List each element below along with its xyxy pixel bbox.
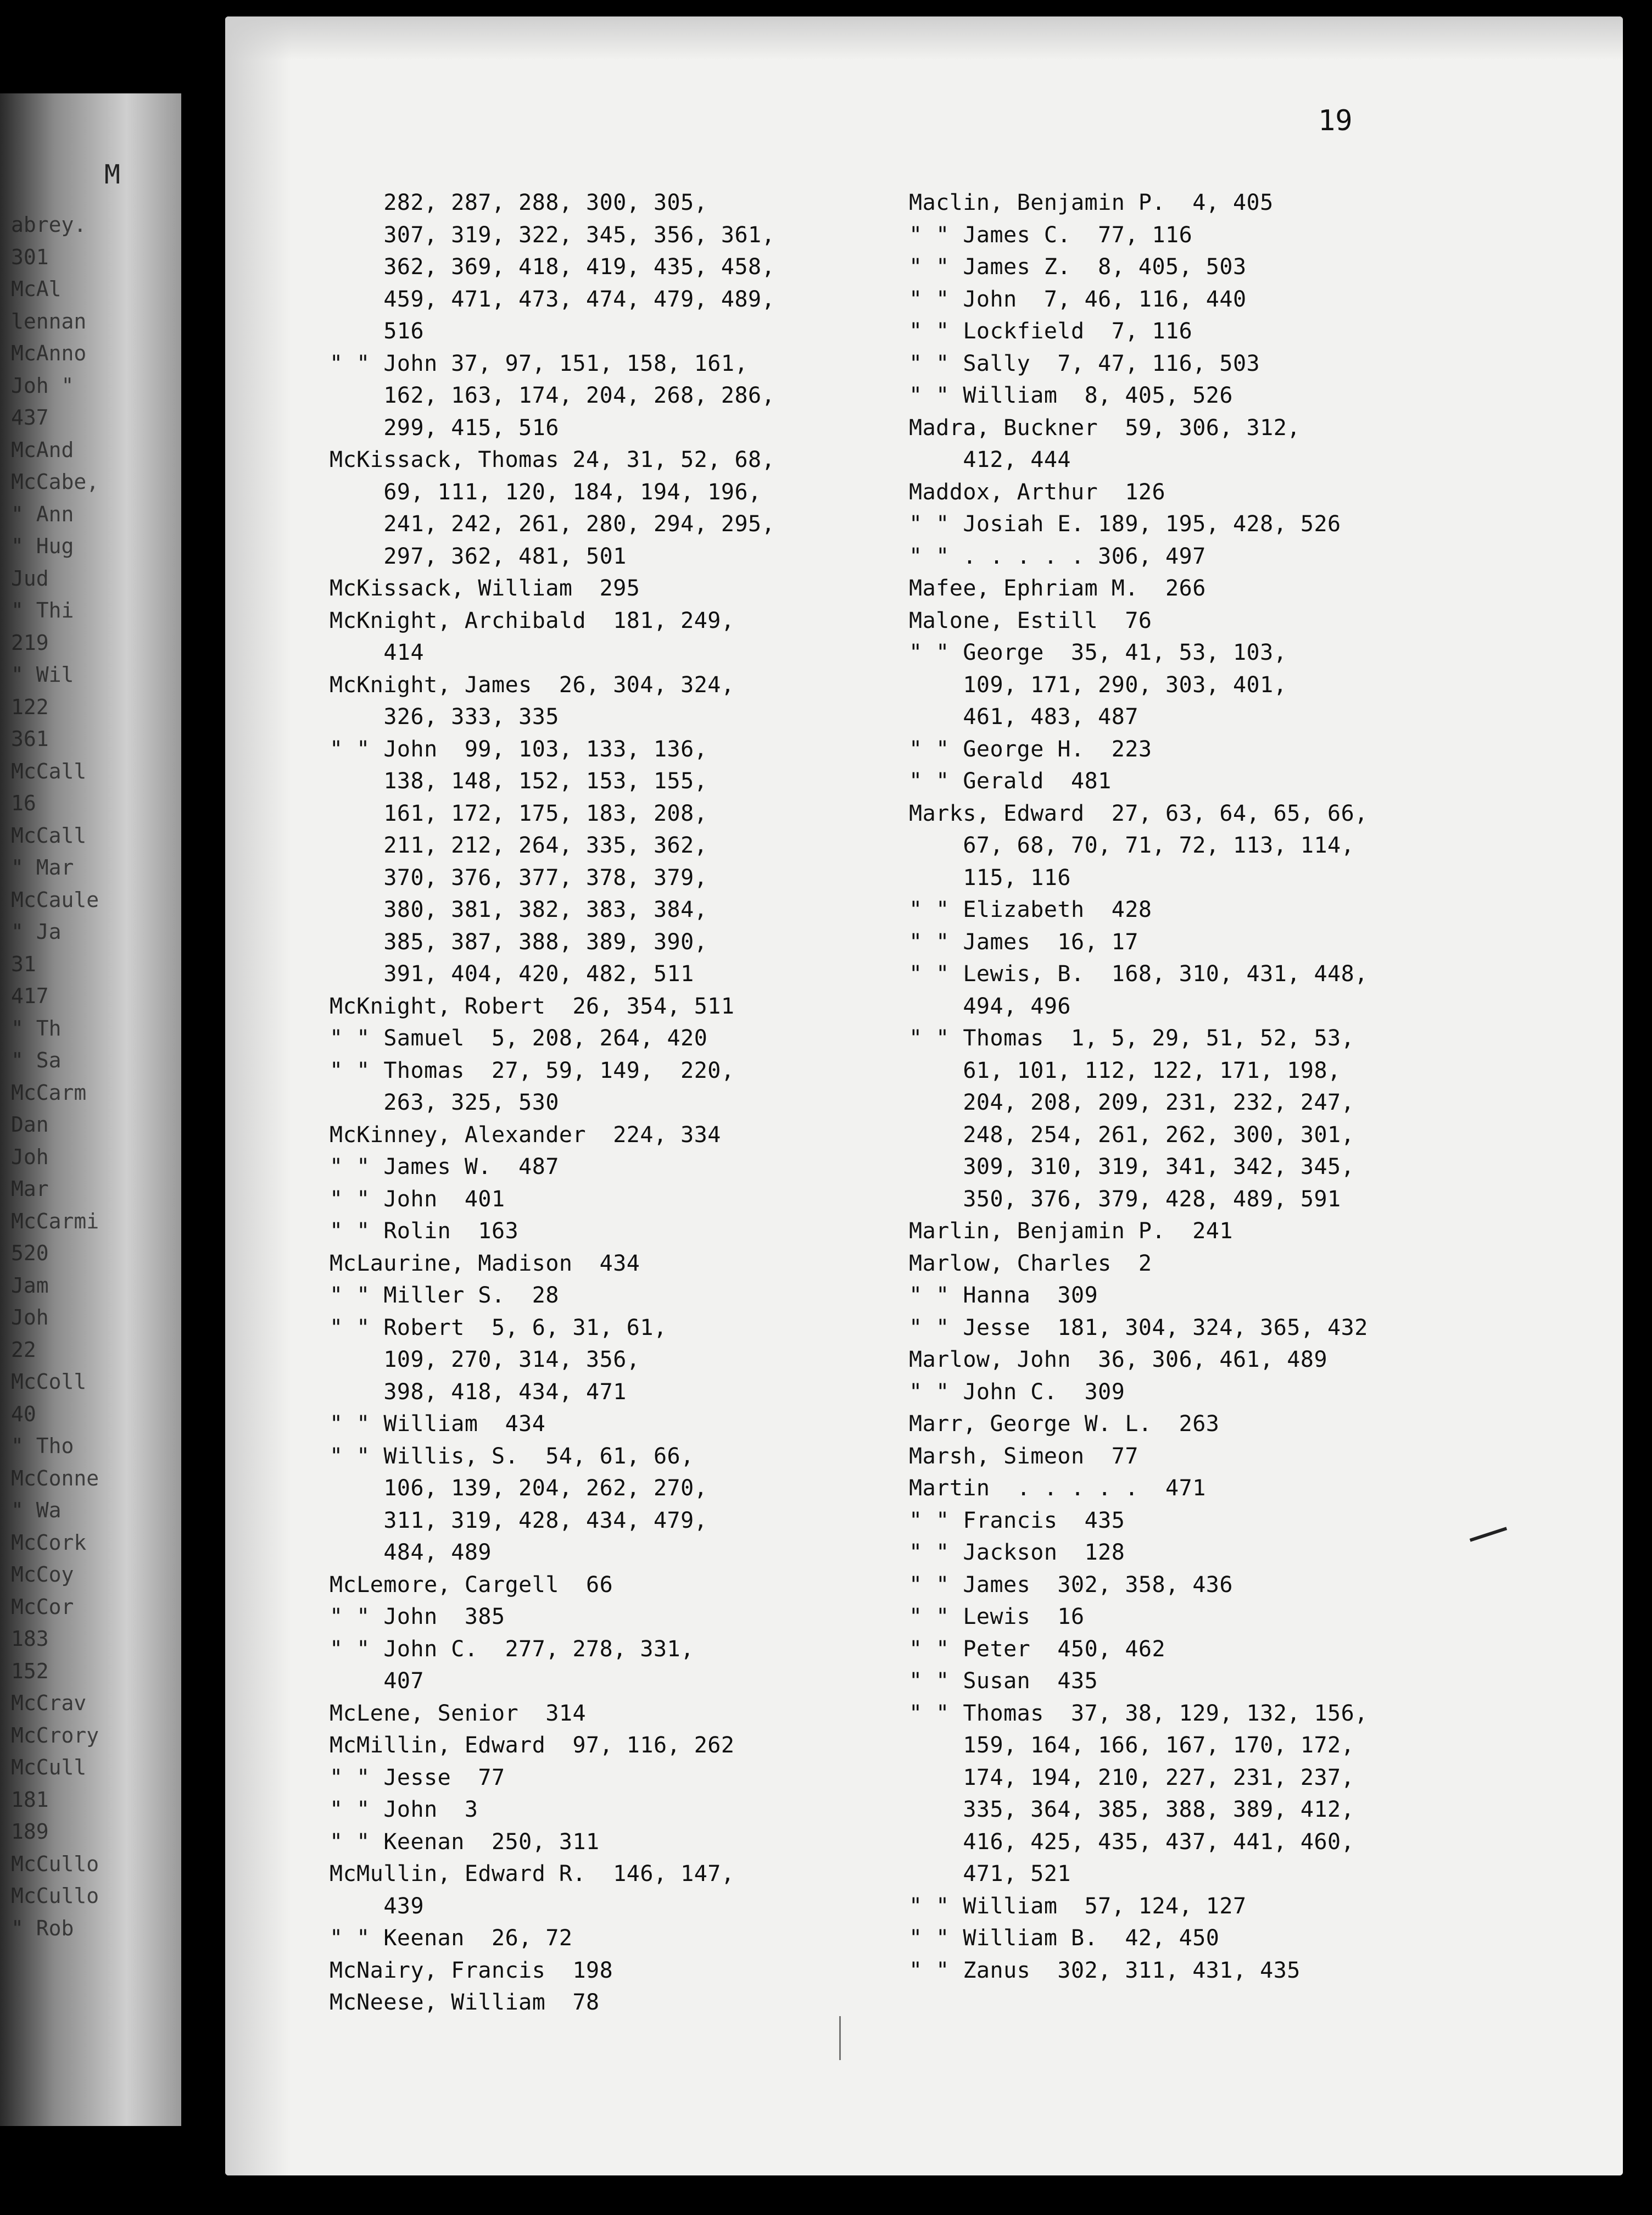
index-entry-line: 115, 116 [909,865,1071,891]
index-entry-line: 282, 287, 288, 300, 305, [330,190,708,215]
index-entry-line: McLemore, Cargell 66 [330,1572,613,1598]
index-entry-line: 69, 111, 120, 184, 194, 196, [330,479,762,505]
adjacent-fragment: McCaule [11,887,99,912]
adjacent-fragment: 189 [11,1819,49,1844]
index-entry-line: 248, 254, 261, 262, 300, 301, [909,1122,1355,1148]
index-entry-line: " " Keenan 26, 72 [330,1925,573,1951]
index-entry-line: " " . . . . . 306, 497 [909,543,1206,569]
index-entry-line: 407 [330,1668,425,1694]
index-entry-line: McKissack, Thomas 24, 31, 52, 68, [330,447,775,472]
index-entry-line: " " Willis, S. 54, 61, 66, [330,1443,694,1469]
index-entry-line: " " Josiah E. 189, 195, 428, 526 [909,511,1341,537]
index-entry-line: 391, 404, 420, 482, 511 [330,961,694,987]
index-entry-line: 263, 325, 530 [330,1090,559,1115]
index-entry-line: Marlow, Charles 2 [909,1250,1152,1276]
document-page [225,16,1623,2175]
index-entry-line: 174, 194, 210, 227, 231, 237, [909,1765,1355,1790]
adjacent-fragment: McCall [11,823,87,848]
index-entry-line: 211, 212, 264, 335, 362, [330,833,708,858]
index-entry-line: " " James 16, 17 [909,929,1138,955]
index-entry-line: " " Elizabeth 428 [909,897,1152,922]
index-entry-line: 471, 521 [909,1861,1071,1886]
index-entry-line: " " James C. 77, 116 [909,222,1193,248]
adjacent-fragment: Joh [11,1305,49,1329]
index-entry-line: " " James W. 487 [330,1154,559,1179]
index-entry-line: 204, 208, 209, 231, 232, 247, [909,1090,1355,1115]
adjacent-fragment: 437 [11,405,49,430]
index-entry-line: " " Rolin 163 [330,1218,519,1244]
adjacent-fragment: McCrory [11,1723,99,1747]
index-entry-line: " " Lewis, B. 168, 310, 431, 448, [909,961,1368,987]
index-entry-line: 494, 496 [909,993,1071,1019]
index-entry-line: " " Peter 450, 462 [909,1636,1166,1662]
adjacent-fragment: 417 [11,984,49,1008]
index-entry-line: 138, 148, 152, 153, 155, [330,769,708,794]
index-entry-line: 335, 364, 385, 388, 389, 412, [909,1797,1355,1822]
adjacent-fragment: McCarm [11,1080,87,1105]
adjacent-fragment: McCullo [11,1884,99,1908]
index-entry-line: 61, 101, 112, 122, 171, 198, [909,1058,1341,1083]
index-entry-line: McNeese, William 78 [330,1990,600,2015]
index-entry-line: " " John C. 309 [909,1379,1125,1405]
adjacent-fragment: 181 [11,1787,49,1812]
index-entry-line: " " Francis 435 [909,1507,1125,1533]
index-entry-line: 362, 369, 418, 419, 435, 458, [330,254,775,280]
index-entry-line: " " George 35, 41, 53, 103, [909,640,1287,665]
index-entry-line: " " Keenan 250, 311 [330,1829,600,1855]
adjacent-fragment: 361 [11,727,49,751]
index-entry-line: Malone, Estill 76 [909,608,1152,633]
adjacent-fragment: McCullo [11,1851,99,1876]
index-entry-line: " " Sally 7, 47, 116, 503 [909,350,1260,376]
adjacent-fragment: McAnd [11,437,74,462]
adjacent-fragment: " Hug [11,534,74,558]
index-entry-line: 307, 319, 322, 345, 356, 361, [330,222,775,248]
adjacent-fragment: " Wa [11,1498,62,1522]
index-entry-line: McKinney, Alexander 224, 334 [330,1122,721,1148]
index-entry-line: McKissack, William 295 [330,576,640,601]
index-entry-line: McLene, Senior 314 [330,1700,587,1726]
index-entry-line: 412, 444 [909,447,1071,472]
index-entry-line: " " Zanus 302, 311, 431, 435 [909,1957,1301,1983]
adjacent-fragment: " Thi [11,598,74,622]
index-entry-line: McLaurine, Madison 434 [330,1250,640,1276]
index-entry-line: " " Robert 5, 6, 31, 61, [330,1315,667,1340]
stray-mark [839,2016,841,2060]
index-entry-line: 414 [330,640,425,665]
index-entry-line: " " James 302, 358, 436 [909,1572,1233,1598]
index-entry-line: " " John 3 [330,1797,478,1822]
index-entry-line: " " James Z. 8, 405, 503 [909,254,1247,280]
adjacent-fragment: " Wil [11,663,74,687]
index-entry-line: 484, 489 [330,1540,492,1565]
index-entry-line: McKnight, Robert 26, 354, 511 [330,993,735,1019]
page-number: 19 [1318,104,1353,137]
index-entry-line: 385, 387, 388, 389, 390, [330,929,708,955]
index-entry-line: " " Jackson 128 [909,1540,1125,1565]
index-entry-line: 106, 139, 204, 262, 270, [330,1476,708,1501]
index-entry-line: " " Susan 435 [909,1668,1098,1694]
adjacent-fragment: McColl [11,1370,87,1394]
index-entry-line: " " Jesse 77 [330,1765,505,1790]
adjacent-fragment: McAl [11,277,62,301]
index-entry-line: " " Thomas 1, 5, 29, 51, 52, 53, [909,1026,1355,1051]
index-entry-line: 241, 242, 261, 280, 294, 295, [330,511,775,537]
index-entry-line: Maddox, Arthur 126 [909,479,1166,505]
index-entry-line: " " William B. 42, 450 [909,1925,1220,1951]
adjacent-fragment: 31 [11,951,36,976]
adjacent-fragment: " Sa [11,1048,62,1072]
index-entry-line: Martin . . . . . 471 [909,1476,1206,1501]
adjacent-fragment: McAnno [11,341,87,365]
index-entry-line: 350, 376, 379, 428, 489, 591 [909,1186,1341,1212]
index-entry-line: 67, 68, 70, 71, 72, 113, 114, [909,833,1355,858]
index-entry-line: 326, 333, 335 [330,704,559,730]
index-entry-line: 299, 415, 516 [330,415,559,441]
index-entry-line: " " Jesse 181, 304, 324, 365, 432 [909,1315,1368,1340]
adjacent-fragment: Jam [11,1273,49,1298]
adjacent-fragment: 301 [11,244,49,269]
index-entry-line: " " Lockfield 7, 116 [909,319,1193,344]
adjacent-fragment: 122 [11,694,49,719]
adjacent-fragment: Dan [11,1112,49,1137]
adjacent-fragment: 520 [11,1241,49,1265]
index-entry-line: 109, 171, 290, 303, 401, [909,672,1287,698]
adjacent-page-letter: M [104,159,120,190]
adjacent-fragment: McConne [11,1466,99,1490]
adjacent-fragment: 40 [11,1401,36,1426]
adjacent-fragment: " Th [11,1016,62,1040]
adjacent-fragment: 16 [11,791,36,815]
index-entry-line: " " Lewis 16 [909,1604,1085,1629]
index-entry-line: " " John 99, 103, 133, 136, [330,736,708,762]
index-entry-line: " " George H. 223 [909,736,1152,762]
index-entry-line: Marks, Edward 27, 63, 64, 65, 66, [909,800,1368,826]
adjacent-fragment: 183 [11,1627,49,1651]
index-entry-line: 516 [330,319,425,344]
index-entry-line: " " Samuel 5, 208, 264, 420 [330,1026,708,1051]
index-entry-line: " " John 7, 46, 116, 440 [909,286,1247,312]
index-entry-line: 398, 418, 434, 471 [330,1379,627,1405]
adjacent-fragment: McCabe, [11,470,99,494]
adjacent-fragment: Joh [11,1144,49,1169]
index-entry-line: Madra, Buckner 59, 306, 312, [909,415,1301,441]
adjacent-fragment: McCor [11,1594,74,1619]
adjacent-fragment: McCork [11,1530,87,1555]
adjacent-fragment: Jud [11,566,49,591]
index-entry-line: 461, 483, 487 [909,704,1138,730]
adjacent-fragment: McCarmi [11,1209,99,1233]
index-entry-line: 459, 471, 473, 474, 479, 489, [330,286,775,312]
index-entry-line: McKnight, James 26, 304, 324, [330,672,735,698]
index-entry-line: 109, 270, 314, 356, [330,1347,640,1372]
index-entry-line: " " William 434 [330,1411,546,1437]
adjacent-fragment: McCull [11,1755,87,1779]
index-column-left [330,187,934,2019]
adjacent-fragment: 22 [11,1337,36,1362]
adjacent-fragment: 152 [11,1659,49,1683]
index-entry-line: 297, 362, 481, 501 [330,543,627,569]
index-entry-line: " " John 385 [330,1604,505,1629]
index-entry-line: 311, 319, 428, 434, 479, [330,1507,708,1533]
index-entry-line: " " William 57, 124, 127 [909,1893,1247,1919]
index-entry-line: " " John 401 [330,1186,505,1212]
adjacent-fragment: lennan [11,309,87,333]
index-entry-line: " " Hanna 309 [909,1283,1098,1308]
index-entry-line: McNairy, Francis 198 [330,1957,613,1983]
index-entry-line: " " William 8, 405, 526 [909,383,1233,408]
index-entry-line: McMullin, Edward R. 146, 147, [330,1861,735,1886]
index-entry-line: Marsh, Simeon 77 [909,1443,1138,1469]
adjacent-page-edge [0,93,181,2126]
adjacent-fragment: Mar [11,1177,49,1201]
adjacent-fragment: " Ann [11,502,74,526]
adjacent-fragment: " Ja [11,920,62,944]
adjacent-fragment: Joh " [11,373,74,398]
index-entry-line: Marr, George W. L. 263 [909,1411,1220,1437]
index-entry-line: 159, 164, 166, 167, 170, 172, [909,1733,1355,1758]
index-entry-line: " " Miller S. 28 [330,1283,559,1308]
index-entry-line: Marlin, Benjamin P. 241 [909,1218,1233,1244]
index-entry-line: 439 [330,1893,425,1919]
adjacent-fragment: " Rob [11,1916,74,1940]
index-entry-line: 380, 381, 382, 383, 384, [330,897,708,922]
index-entry-line: " " John 37, 97, 151, 158, 161, [330,350,749,376]
adjacent-fragment: McCall [11,759,87,783]
adjacent-page-fragments [11,209,165,1944]
index-entry-line: Marlow, John 36, 306, 461, 489 [909,1347,1328,1372]
index-entry-line: 370, 376, 377, 378, 379, [330,865,708,891]
index-entry-line: 309, 310, 319, 341, 342, 345, [909,1154,1355,1179]
adjacent-fragment: " Tho [11,1434,74,1458]
index-entry-line: 161, 172, 175, 183, 208, [330,800,708,826]
index-entry-line: Maclin, Benjamin P. 4, 405 [909,190,1274,215]
adjacent-fragment: abrey. [11,213,87,237]
index-entry-line: McMillin, Edward 97, 116, 262 [330,1733,735,1758]
index-entry-line: " " Gerald 481 [909,769,1112,794]
index-entry-line: 162, 163, 174, 204, 268, 286, [330,383,775,408]
adjacent-fragment: McCoy [11,1562,74,1587]
index-entry-line: " " Thomas 27, 59, 149, 220, [330,1058,735,1083]
adjacent-fragment: " Mar [11,855,74,880]
index-entry-line: " " Thomas 37, 38, 129, 132, 156, [909,1700,1368,1726]
index-entry-line: Mafee, Ephriam M. 266 [909,576,1206,601]
adjacent-fragment: McCrav [11,1691,87,1715]
index-entry-line: " " John C. 277, 278, 331, [330,1636,694,1662]
adjacent-fragment: 219 [11,630,49,655]
index-column-right [909,187,1623,1986]
index-entry-line: McKnight, Archibald 181, 249, [330,608,735,633]
index-entry-line: 416, 425, 435, 437, 441, 460, [909,1829,1355,1855]
